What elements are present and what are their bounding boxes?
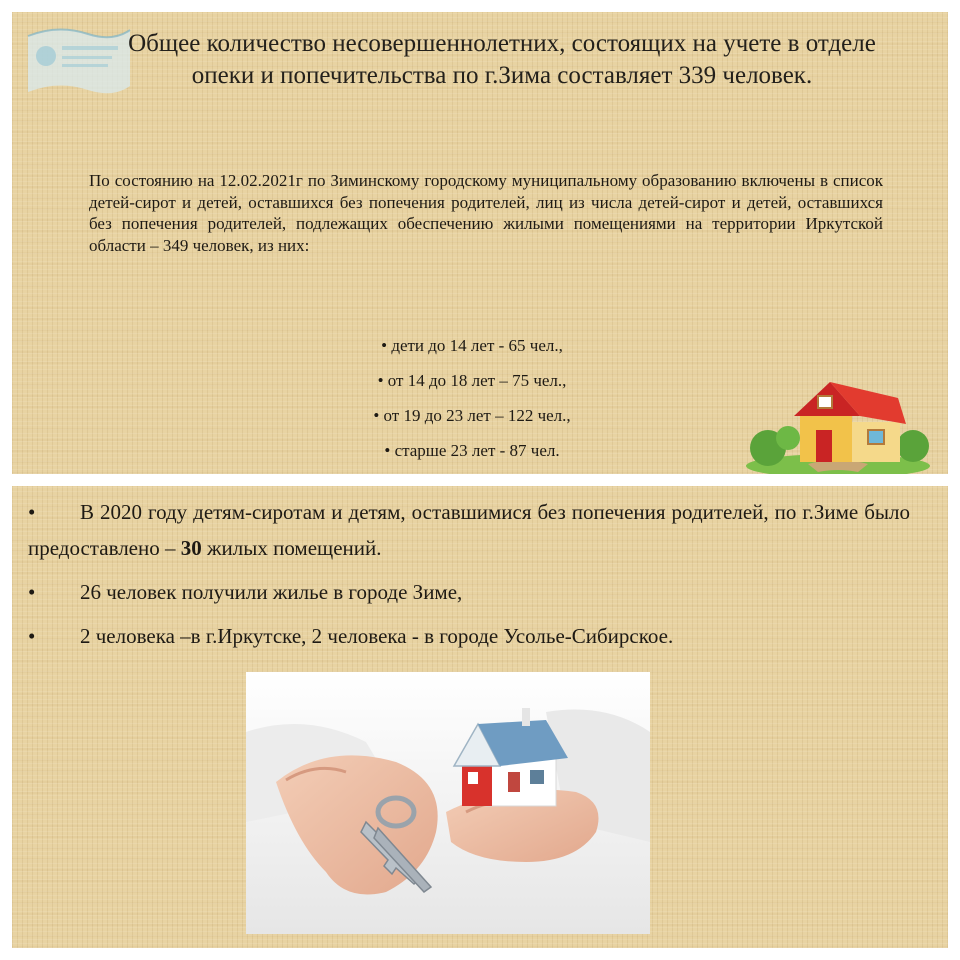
housing-text-before: В 2020 году детям-сиротам и детям, оставшимися без попечения родителей, по г.Зиме было предоставлено – [28,500,910,560]
age-groups-list [287,328,657,468]
top-panel [12,12,948,474]
zima-housing-text: 26 человек получили жилье в городе Зиме, [80,580,463,604]
bullet: • [28,624,36,648]
bullet: • [28,500,36,524]
list-item: • от 14 до 18 лет – 75 чел., [287,363,657,398]
hands-keys-house-illustration [246,672,650,934]
bullet: • [28,580,36,604]
list-item [28,618,910,654]
list-item [28,494,910,566]
housing-text-after: жилых помещений. [201,536,382,560]
list-item [28,574,910,610]
housing-results-list [28,494,910,662]
intro-paragraph: По состоянию на 12.02.2021г по Зиминскому городскому муниципальному образованию включены в список детей-сирот и детей, оставшихся без попечения родителей, лиц из числа детей-сирот и детей, оставшихся без попечения родителей, подлежащих обеспечению жилыми помещениями на территории Иркутской области – 349 человек, из них: [89,171,883,255]
other-cities-text: 2 человека –в г.Иркутске, 2 человека - в городе Усолье-Сибирское. [80,624,674,648]
list-item: • дети до 14 лет - 65 чел., [287,328,657,363]
housing-count: 30 [180,536,202,560]
page-title: Общее количество несовершеннолетних, состоящих на учете в отделе опеки и попечительства по г.Зима составляет 339 человек. [128,30,876,89]
list-item: • от 19 до 23 лет – 122 чел., [287,398,657,433]
cartoon-house-icon [738,368,938,474]
hands-keys-house-photo [246,672,650,934]
bottom-panel [12,486,948,948]
list-item: • старше 23 лет - 87 чел. [287,433,657,468]
